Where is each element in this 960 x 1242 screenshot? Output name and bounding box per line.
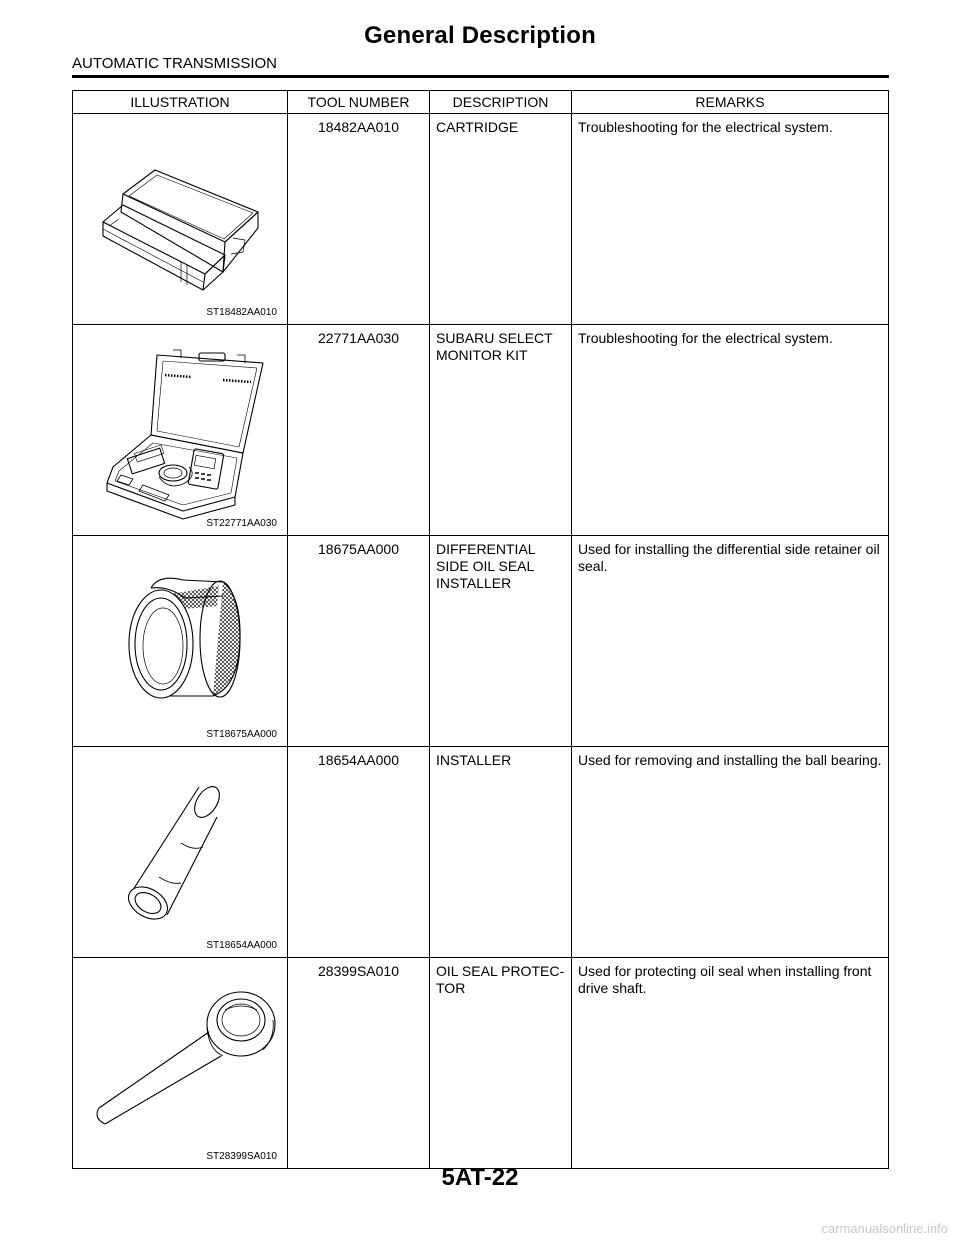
table-row — [73, 747, 889, 958]
oil-seal-protector-icon — [73, 958, 288, 1163]
special-tools-table — [72, 90, 889, 1169]
tool-number: 28399SA010 — [288, 958, 430, 1169]
header-tool-number: TOOL NUMBER — [288, 91, 430, 114]
tool-description: INSTALLER — [430, 747, 572, 958]
page-title: General Description — [364, 22, 596, 49]
watermark: carmanualsonline.info — [821, 1221, 948, 1236]
table-row — [73, 325, 889, 536]
tool-remarks: Used for installing the differential side retainer oil seal. — [572, 536, 889, 747]
tool-number: 18482AA010 — [288, 114, 430, 325]
table-row — [73, 958, 889, 1169]
illustration-cell — [73, 114, 288, 325]
tool-number: 18675AA000 — [288, 536, 430, 747]
illustration-code: ST18654AA000 — [206, 940, 277, 951]
illustration-code: ST22771AA030 — [206, 518, 277, 529]
monitor-kit-case-icon — [73, 325, 288, 530]
tool-description: SUBARU SELECT MONITOR KIT — [430, 325, 572, 536]
header-illustration: ILLUSTRATION — [73, 91, 288, 114]
tool-description: OIL SEAL PROTEC-TOR — [430, 958, 572, 1169]
cartridge-icon — [73, 114, 288, 319]
table-row — [73, 114, 889, 325]
tool-description: DIFFERENTIAL SIDE OIL SEAL INSTALLER — [430, 536, 572, 747]
tool-remarks: Used for removing and installing the ball bearing. — [572, 747, 889, 958]
table-header-row — [73, 91, 889, 114]
illustration-code: ST18675AA000 — [206, 729, 277, 740]
tool-remarks: Troubleshooting for the electrical system. — [572, 114, 889, 325]
illustration-cell — [73, 536, 288, 747]
section-name: AUTOMATIC TRANSMISSION — [72, 55, 278, 72]
illustration-cell — [73, 747, 288, 958]
illustration-cell — [73, 958, 288, 1169]
table-row — [73, 536, 889, 747]
page-number: 5AT-22 — [441, 1164, 519, 1191]
tool-remarks: Troubleshooting for the electrical system. — [572, 325, 889, 536]
header-remarks: REMARKS — [572, 91, 889, 114]
tool-number: 18654AA000 — [288, 747, 430, 958]
installer-tube-icon — [73, 747, 288, 952]
tool-remarks: Used for protecting oil seal when installing front drive shaft. — [572, 958, 889, 1169]
oil-seal-installer-icon — [73, 536, 288, 741]
header-description: DESCRIPTION — [430, 91, 572, 114]
illustration-code: ST28399SA010 — [206, 1151, 277, 1162]
illustration-cell — [73, 325, 288, 536]
tool-number: 22771AA030 — [288, 325, 430, 536]
tool-description: CARTRIDGE — [430, 114, 572, 325]
header-rule — [72, 75, 889, 78]
illustration-code: ST18482AA010 — [206, 307, 277, 318]
